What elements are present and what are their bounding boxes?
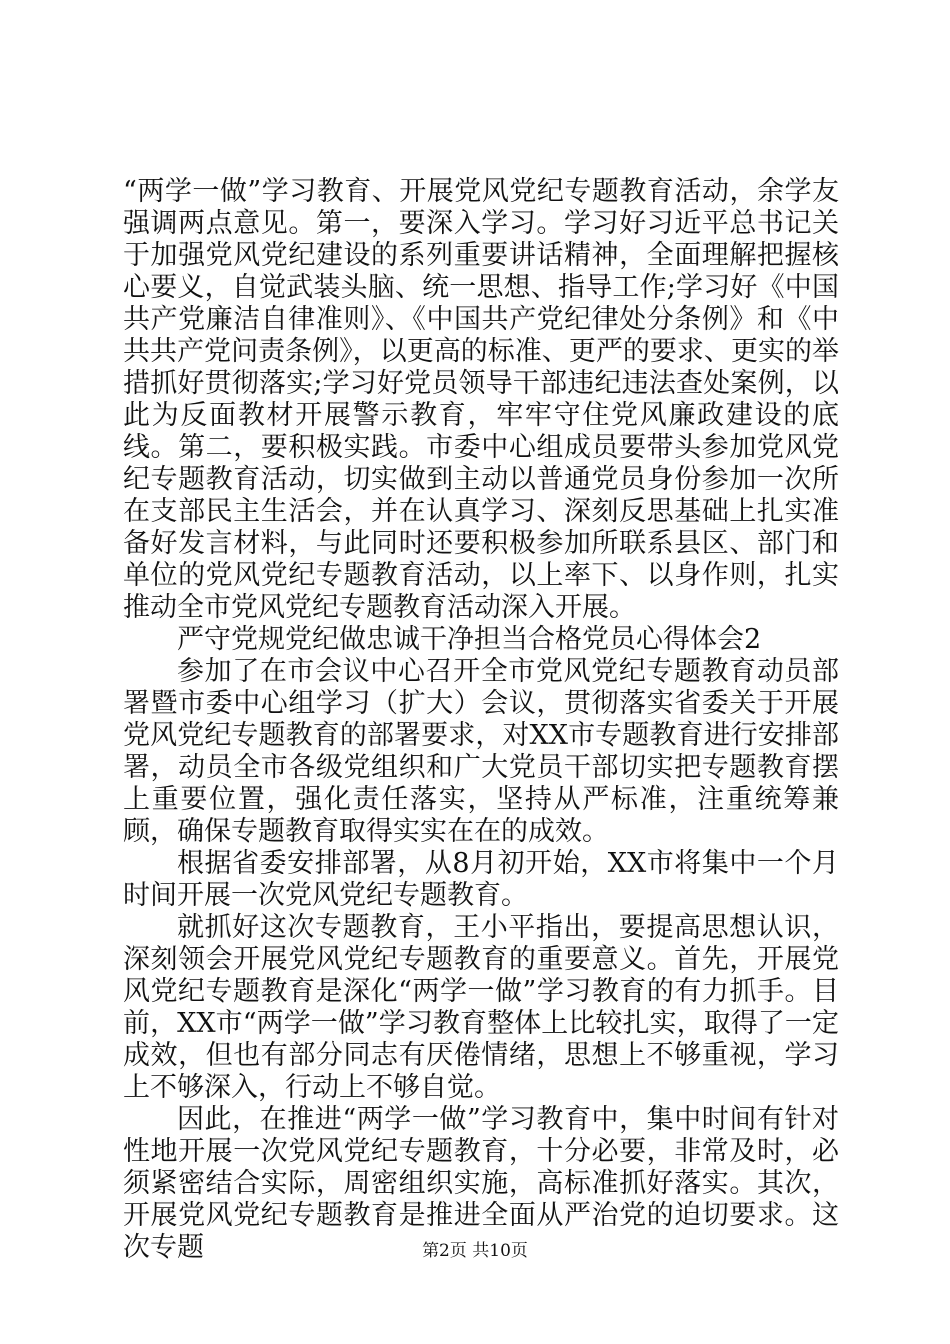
body-paragraph: 参加了在市会议中心召开全市党风党纪专题教育动员部署暨市委中心组学习（扩大）会议，贯彻落实省委关于开展党风党纪专题教育的部署要求，对XX市专题教育进行安排部署，动员全市各级党组织和广大党员干部切实把专题教育摆上重要位置，强化责任落实，坚持从严标准，注重统筹兼顾，确保专题教育取得实实在在的成效。 [123, 656, 839, 847]
body-paragraph-continued: “两学一做”学习教育、开展党风党纪专题教育活动，余学友强调两点意见。第一，要深入学习。学习好习近平总书记关于加强党风党纪建设的系列重要讲话精神，全面理解把握核心要义，自觉武装头脑、统一思想、指导工作;学习好《中国共产党廉洁自律准则》、《中国共产党纪律处分条例》和《中共共产党问责条例》，以更高的标准、更严的要求、更实的举措抓好贯彻落实;学习好党员领导干部违纪违法查处案例，以此为反面教材开展警示教育，牢牢守住党风廉政建设的底线。第二，要积极实践。市委中心组成员要带头参加党风党纪专题教育活动，切实做到主动以普通党员身份参加一次所在支部民主生活会，并在认真学习、深刻反思基础上扎实准备好发言材料，与此同时还要积极参加所联系县区、部门和单位的党风党纪专题教育活动，以上率下、以身作则，扎实推动全市党风党纪专题教育活动深入开展。 [123, 176, 839, 623]
page-number-footer: 第2页 共10页 [422, 1241, 528, 1261]
section-heading: 严守党规党纪做忠诚干净担当合格党员心得体会2 [177, 624, 762, 655]
body-paragraph: 就抓好这次专题教育，王小平指出，要提高思想认识，深刻领会开展党风党纪专题教育的重要意义。首先，开展党风党纪专题教育是深化“两学一做”学习教育的有力抓手。目前，XX市“两学一做”学习教育整体上比较扎实，取得了一定成效，但也有部分同志有厌倦情绪，思想上不够重视，学习上不够深入，行动上不够自觉。 [123, 912, 839, 1103]
body-paragraph: 根据省委安排部署，从8月初开始，XX市将集中一个月时间开展一次党风党纪专题教育。 [123, 848, 839, 911]
document-body [123, 176, 839, 1264]
body-paragraph: 因此，在推进“两学一做”学习教育中，集中时间有针对性地开展一次党风党纪专题教育，十分必要，非常及时，必须紧密结合实际，周密组织实施，高标准抓好落实。其次，开展党风党纪专题教育是推进全面从严治党的迫切要求。这次专题 [123, 1104, 839, 1263]
